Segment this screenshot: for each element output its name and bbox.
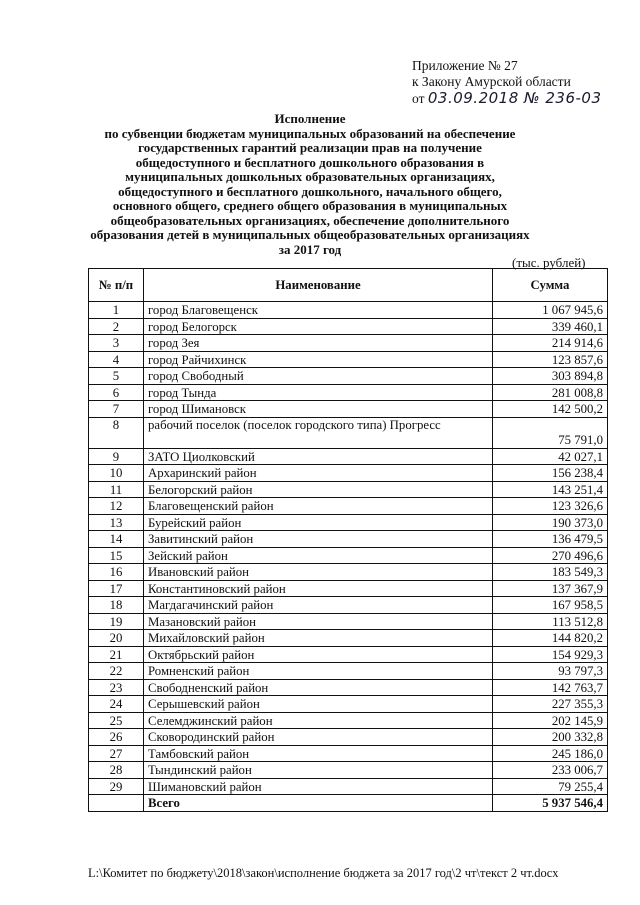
appendix-date-line	[412, 90, 602, 107]
row-sum: 183 549,3	[493, 564, 608, 581]
row-sum: 142 763,7	[493, 679, 608, 696]
row-sum: 93 797,3	[493, 663, 608, 680]
row-sum: 1 067 945,6	[493, 302, 608, 319]
row-number: 5	[89, 368, 144, 385]
row-name: ЗАТО Циолковский	[144, 448, 493, 465]
table-row	[89, 597, 608, 614]
row-name: Константиновский район	[144, 580, 493, 597]
row-name: Магдагачинский район	[144, 597, 493, 614]
row-number: 2	[89, 318, 144, 335]
table-row	[89, 613, 608, 630]
table-row	[89, 481, 608, 498]
row-name: Благовещенский район	[144, 498, 493, 515]
row-number: 11	[89, 481, 144, 498]
row-sum: 303 894,8	[493, 368, 608, 385]
appendix-law: к Закону Амурской области	[412, 74, 571, 89]
row-name: город Тында	[144, 384, 493, 401]
total-label: Всего	[144, 795, 493, 812]
table-row	[89, 302, 608, 319]
table-row	[89, 778, 608, 795]
row-number: 12	[89, 498, 144, 515]
table-row	[89, 465, 608, 482]
table-row	[89, 368, 608, 385]
row-name: Шимановский район	[144, 778, 493, 795]
row-sum: 137 367,9	[493, 580, 608, 597]
row-number: 15	[89, 547, 144, 564]
row-sum: 75 791,0	[493, 417, 608, 448]
row-name: Свободненский район	[144, 679, 493, 696]
row-number: 18	[89, 597, 144, 614]
row-number: 28	[89, 762, 144, 779]
row-number: 20	[89, 630, 144, 647]
header-sum: Сумма	[493, 269, 608, 302]
table-row	[89, 514, 608, 531]
table-row	[89, 580, 608, 597]
row-number: 6	[89, 384, 144, 401]
table-row	[89, 712, 608, 729]
row-number: 29	[89, 778, 144, 795]
units-label: (тыс. рублей)	[512, 255, 586, 270]
row-number: 17	[89, 580, 144, 597]
row-name: город Райчихинск	[144, 351, 493, 368]
row-name: Селемджинский район	[144, 712, 493, 729]
row-sum: 245 186,0	[493, 745, 608, 762]
header-name: Наименование	[144, 269, 493, 302]
table-row	[89, 663, 608, 680]
table-header-row	[89, 269, 608, 302]
appendix-date-prefix: от	[412, 91, 425, 106]
row-sum: 142 500,2	[493, 401, 608, 418]
row-sum: 339 460,1	[493, 318, 608, 335]
row-sum: 79 255,4	[493, 778, 608, 795]
table-row	[89, 630, 608, 647]
row-name: Завитинский район	[144, 531, 493, 548]
total-num-empty	[89, 795, 144, 812]
row-number: 24	[89, 696, 144, 713]
header-num: № п/п	[89, 269, 144, 302]
row-sum: 190 373,0	[493, 514, 608, 531]
row-name: город Зея	[144, 335, 493, 352]
table-row	[89, 498, 608, 515]
table-row	[89, 335, 608, 352]
table-body	[89, 302, 608, 812]
row-number: 1	[89, 302, 144, 319]
document-title	[90, 112, 530, 257]
table-row	[89, 417, 608, 448]
row-number: 14	[89, 531, 144, 548]
row-sum: 154 929,3	[493, 646, 608, 663]
row-number: 4	[89, 351, 144, 368]
row-name: Ивановский район	[144, 564, 493, 581]
table-total-row	[89, 795, 608, 812]
row-number: 21	[89, 646, 144, 663]
row-name: город Белогорск	[144, 318, 493, 335]
title-text: по субвенции бюджетам муниципальных образований на обеспечение государственных гарантий реализации прав на получение общедоступного и бесплатного дошкольного образования в муниципальных дошкольных образовательных организациях, общедоступного и бесплатного дошкольного, начального общего, основного общего, среднего общего образования в муниципальных общеобразовательных организациях, обеспечение дополнительного образования детей в муниципальных общеобразовательных организациях за 2017 год	[90, 125, 530, 257]
row-number: 22	[89, 663, 144, 680]
row-number: 23	[89, 679, 144, 696]
row-sum: 167 958,5	[493, 597, 608, 614]
row-name: Тындинский район	[144, 762, 493, 779]
table-row	[89, 646, 608, 663]
table-row	[89, 318, 608, 335]
row-sum: 281 008,8	[493, 384, 608, 401]
table-row	[89, 696, 608, 713]
row-name: город Благовещенск	[144, 302, 493, 319]
budget-table	[88, 268, 608, 812]
table-row	[89, 401, 608, 418]
row-sum: 156 238,4	[493, 465, 608, 482]
table-row	[89, 448, 608, 465]
row-sum: 144 820,2	[493, 630, 608, 647]
table-row	[89, 547, 608, 564]
row-number: 26	[89, 729, 144, 746]
row-name: Архаринский район	[144, 465, 493, 482]
row-name: город Шимановск	[144, 401, 493, 418]
row-number: 10	[89, 465, 144, 482]
row-sum: 227 355,3	[493, 696, 608, 713]
row-number: 13	[89, 514, 144, 531]
row-number: 3	[89, 335, 144, 352]
table-row	[89, 351, 608, 368]
row-sum: 42 027,1	[493, 448, 608, 465]
title-heading: Исполнение	[274, 111, 346, 126]
row-number: 25	[89, 712, 144, 729]
row-number: 9	[89, 448, 144, 465]
file-path-footer: L:\Комитет по бюджету\2018\закон\исполнение бюджета за 2017 год\2 чт\текст 2 чт.docx	[88, 866, 559, 880]
row-sum: 233 006,7	[493, 762, 608, 779]
total-sum: 5 937 546,4	[493, 795, 608, 812]
row-sum: 136 479,5	[493, 531, 608, 548]
handwritten-date: 03.09.2018 № 236-03	[427, 89, 602, 107]
appendix-header	[412, 58, 602, 107]
table-row	[89, 564, 608, 581]
table-row	[89, 679, 608, 696]
row-name: Бурейский район	[144, 514, 493, 531]
row-number: 19	[89, 613, 144, 630]
row-name: Михайловский район	[144, 630, 493, 647]
table-row	[89, 384, 608, 401]
row-name: Мазановский район	[144, 613, 493, 630]
table-row	[89, 745, 608, 762]
table-row	[89, 531, 608, 548]
row-number: 8	[89, 417, 144, 448]
row-name: Октябрьский район	[144, 646, 493, 663]
row-sum: 123 326,6	[493, 498, 608, 515]
row-name: рабочий поселок (поселок городского типа) Прогресс	[144, 417, 493, 448]
row-number: 27	[89, 745, 144, 762]
table-row	[89, 729, 608, 746]
row-name: город Свободный	[144, 368, 493, 385]
row-name: Серышевский район	[144, 696, 493, 713]
row-name: Ромненский район	[144, 663, 493, 680]
row-sum: 200 332,8	[493, 729, 608, 746]
row-sum: 270 496,6	[493, 547, 608, 564]
row-sum: 214 914,6	[493, 335, 608, 352]
row-sum: 202 145,9	[493, 712, 608, 729]
row-name: Белогорский район	[144, 481, 493, 498]
row-number: 7	[89, 401, 144, 418]
row-number: 16	[89, 564, 144, 581]
row-sum: 113 512,8	[493, 613, 608, 630]
appendix-number: Приложение № 27	[412, 58, 518, 73]
table-row	[89, 762, 608, 779]
row-sum: 123 857,6	[493, 351, 608, 368]
row-name: Зейский район	[144, 547, 493, 564]
row-name: Тамбовский район	[144, 745, 493, 762]
row-name: Сковородинский район	[144, 729, 493, 746]
row-sum: 143 251,4	[493, 481, 608, 498]
